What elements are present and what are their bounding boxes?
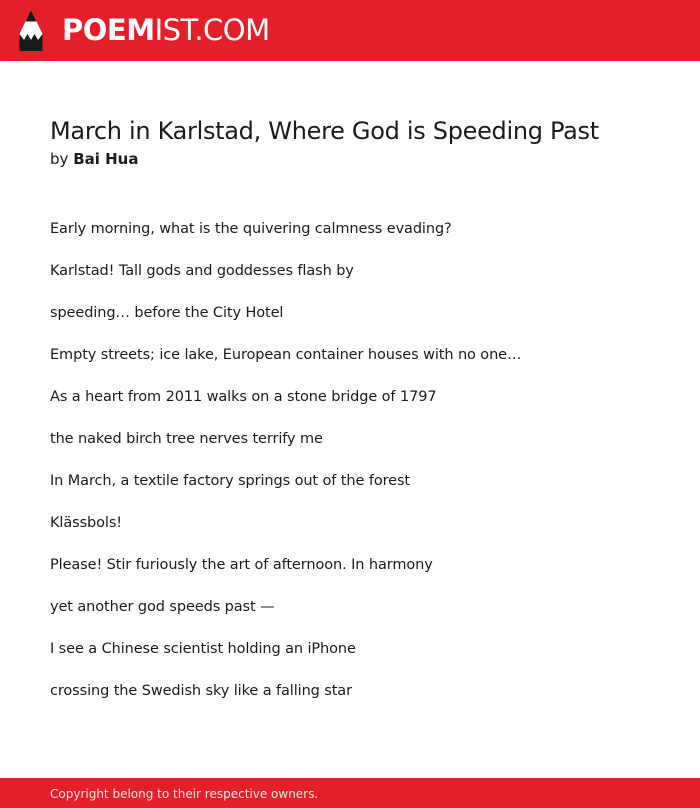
author-name: Bai Hua xyxy=(73,150,139,168)
pencil-icon[interactable] xyxy=(18,10,44,51)
poem-line: In March, a textile factory springs out of the forest xyxy=(50,473,410,489)
poem-line: I see a Chinese scientist holding an iPhone xyxy=(50,641,356,657)
brand-name-bold: POEM xyxy=(62,13,155,47)
poem-title: March in Karlstad, Where God is Speeding Past xyxy=(50,117,599,145)
copyright-notice: Copyright belong to their respective owners. xyxy=(50,787,319,801)
site-logo[interactable] xyxy=(62,12,270,48)
poem-line: As a heart from 2011 walks on a stone bridge of 1797 xyxy=(50,389,437,405)
poem-line: crossing the Swedish sky like a falling star xyxy=(50,683,352,699)
poem-line: Klässbols! xyxy=(50,515,123,531)
poem-body xyxy=(50,219,521,723)
poem-line: Empty streets; ice lake, European container houses with no one… xyxy=(50,347,522,363)
site-footer xyxy=(0,778,700,808)
poem-line: speeding… before the City Hotel xyxy=(50,305,284,321)
poem-line: Please! Stir furiously the art of afternoon. In harmony xyxy=(50,557,433,573)
poem-line: the naked birch tree nerves terrify me xyxy=(50,431,323,447)
poem-line: Early morning, what is the quivering calmness evading? xyxy=(50,221,452,237)
byline xyxy=(50,149,138,169)
by-label: by xyxy=(50,150,69,168)
poem-line: Karlstad! Tall gods and goddesses flash by xyxy=(50,263,354,279)
brand-name-light: IST.COM xyxy=(154,13,270,47)
site-header xyxy=(0,0,700,61)
poem-line: yet another god speeds past — xyxy=(50,599,275,615)
